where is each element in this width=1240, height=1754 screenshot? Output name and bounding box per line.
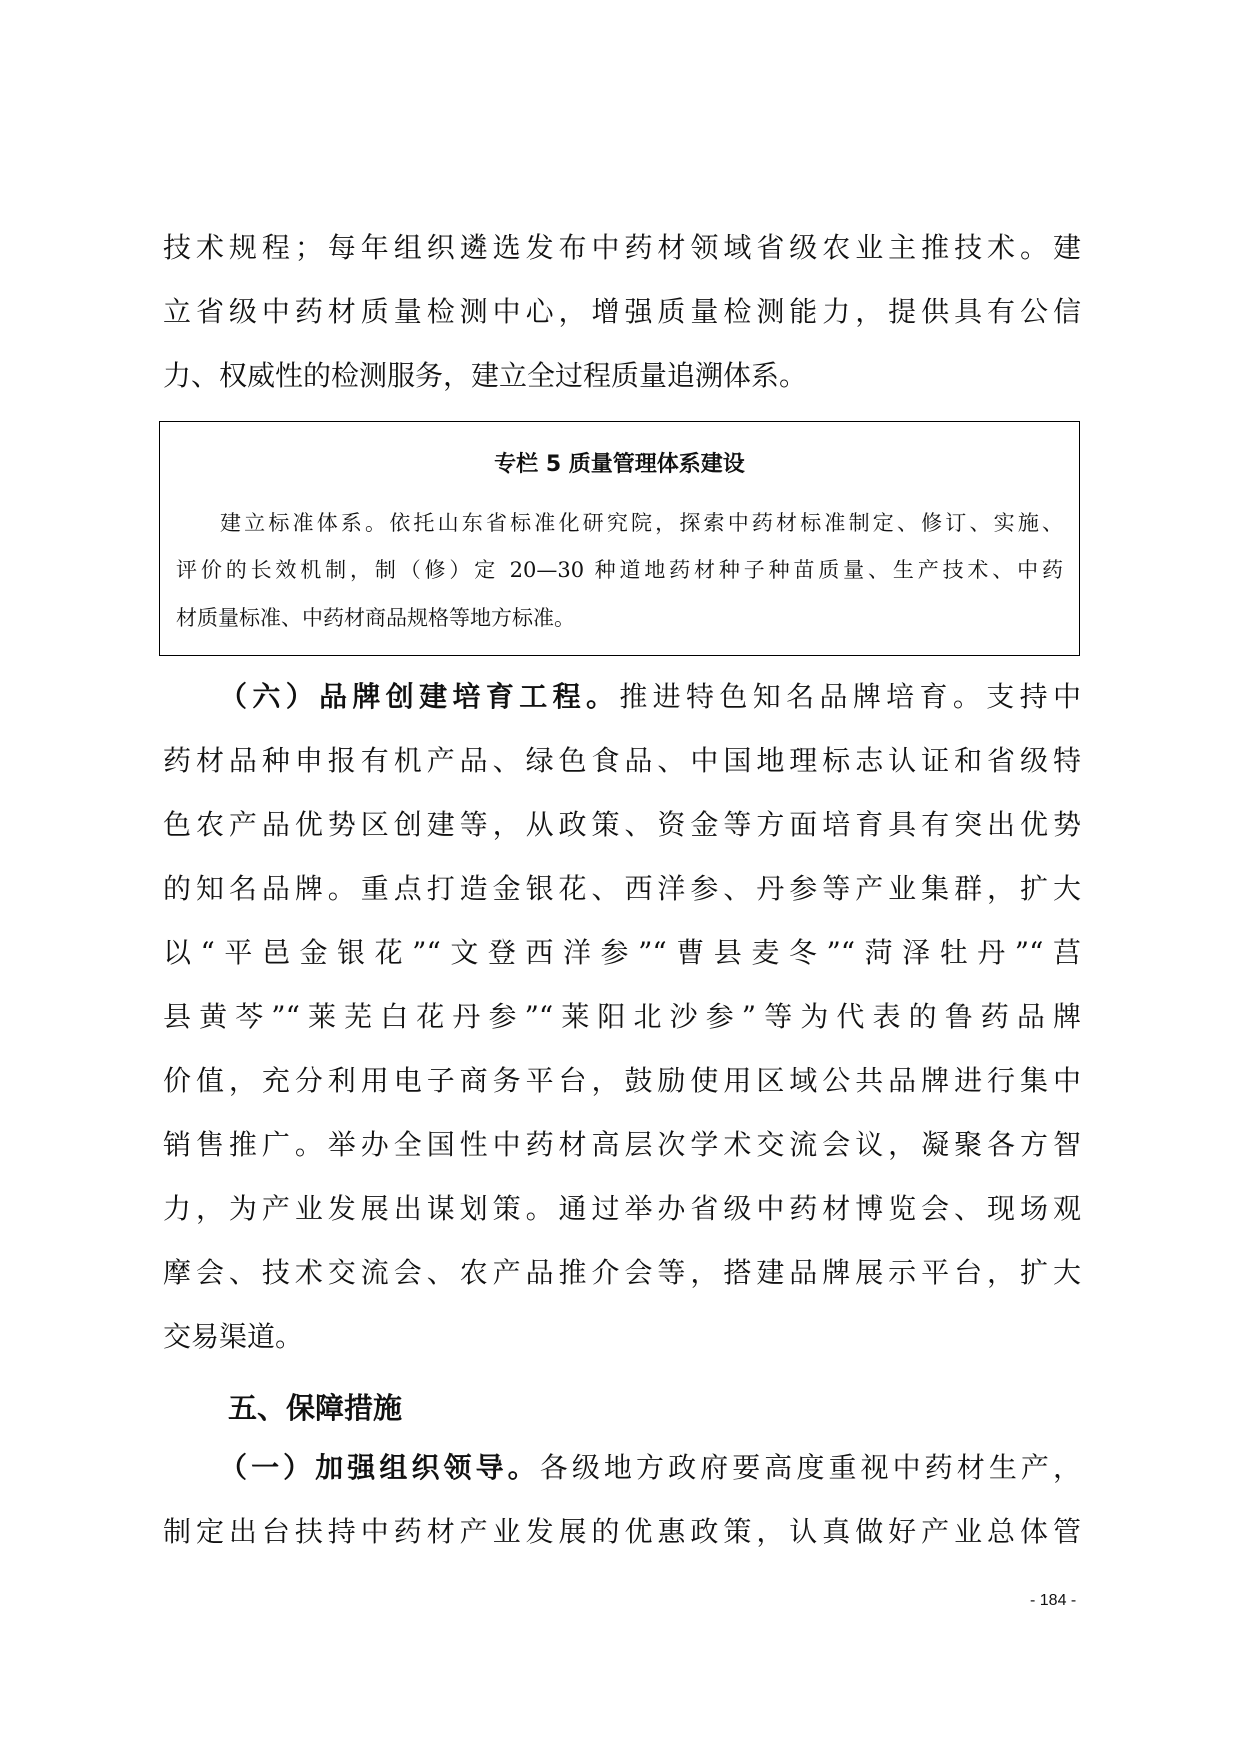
column-box-title: 专栏 5 质量管理体系建设 [494,452,745,477]
body-line: 力、权威性的检测服务，建立全过程质量追溯体系。 [163,359,808,392]
body-line: 力，为产业发展出谋划策。通过举办省级中药材博览会、现场观 [163,1192,1081,1225]
body-line: 的知名品牌。重点打造金银花、西洋参、丹参等产业集群，扩大 [163,872,1081,905]
page-number: - 184 - [1030,1592,1077,1609]
section-heading: 五、保障措施 [228,1391,403,1425]
body-line: 县黄芩”“莱芜白花丹参”“莱阳北沙参”等为代表的鲁药品牌 [163,1000,1081,1033]
body-line: 制定出台扶持中药材产业发展的优惠政策，认真做好产业总体管 [163,1515,1081,1548]
body-line: 摩会、技术交流会、农产品推介会等，搭建品牌展示平台，扩大 [163,1256,1081,1289]
body-line: 立省级中药材质量检测中心，增强质量检测能力，提供具有公信 [163,295,1081,328]
column-box [159,421,1080,656]
body-line: 技术规程；每年组织遴选发布中药材领域省级农业主推技术。建 [163,231,1081,264]
body-line: 色农产品优势区创建等，从政策、资金等方面培育具有突出优势 [163,808,1081,841]
section-five-sub-lead: （一）加强组织领导。 [219,1451,540,1484]
column-box-line: 建立标准体系。依托山东省标准化研究院，探索中药材标准制定、修订、实施、 [220,511,1063,535]
section-five-first-line-text: 各级地方政府要高度重视中药材生产， [539,1451,1081,1484]
body-line: 销售推广。举办全国性中药材高层次学术交流会议，凝聚各方智 [163,1128,1081,1161]
section-six-lead: （六）品牌创建培育工程。 [219,680,620,713]
body-line: 以“平邑金银花”“文登西洋参”“曹县麦冬”“菏泽牡丹”“莒 [163,936,1081,969]
column-box-line: 材质量标准、中药材商品规格等地方标准。 [176,606,575,630]
section-six-first-line [219,677,1081,717]
body-line: 交易渠道。 [163,1320,304,1353]
body-line: 药材品种申报有机产品、绿色食品、中国地理标志认证和省级特 [163,744,1081,777]
column-box-line: 评价的长效机制，制（修）定 20—30 种道地药材种子种苗质量、生产技术、中药 [176,558,1063,582]
section-six-first-line-text: 推进特色知名品牌培育。支持中 [619,680,1081,713]
section-five-first-line [219,1448,1081,1488]
body-line: 价值，充分利用电子商务平台，鼓励使用区域公共品牌进行集中 [163,1064,1081,1097]
